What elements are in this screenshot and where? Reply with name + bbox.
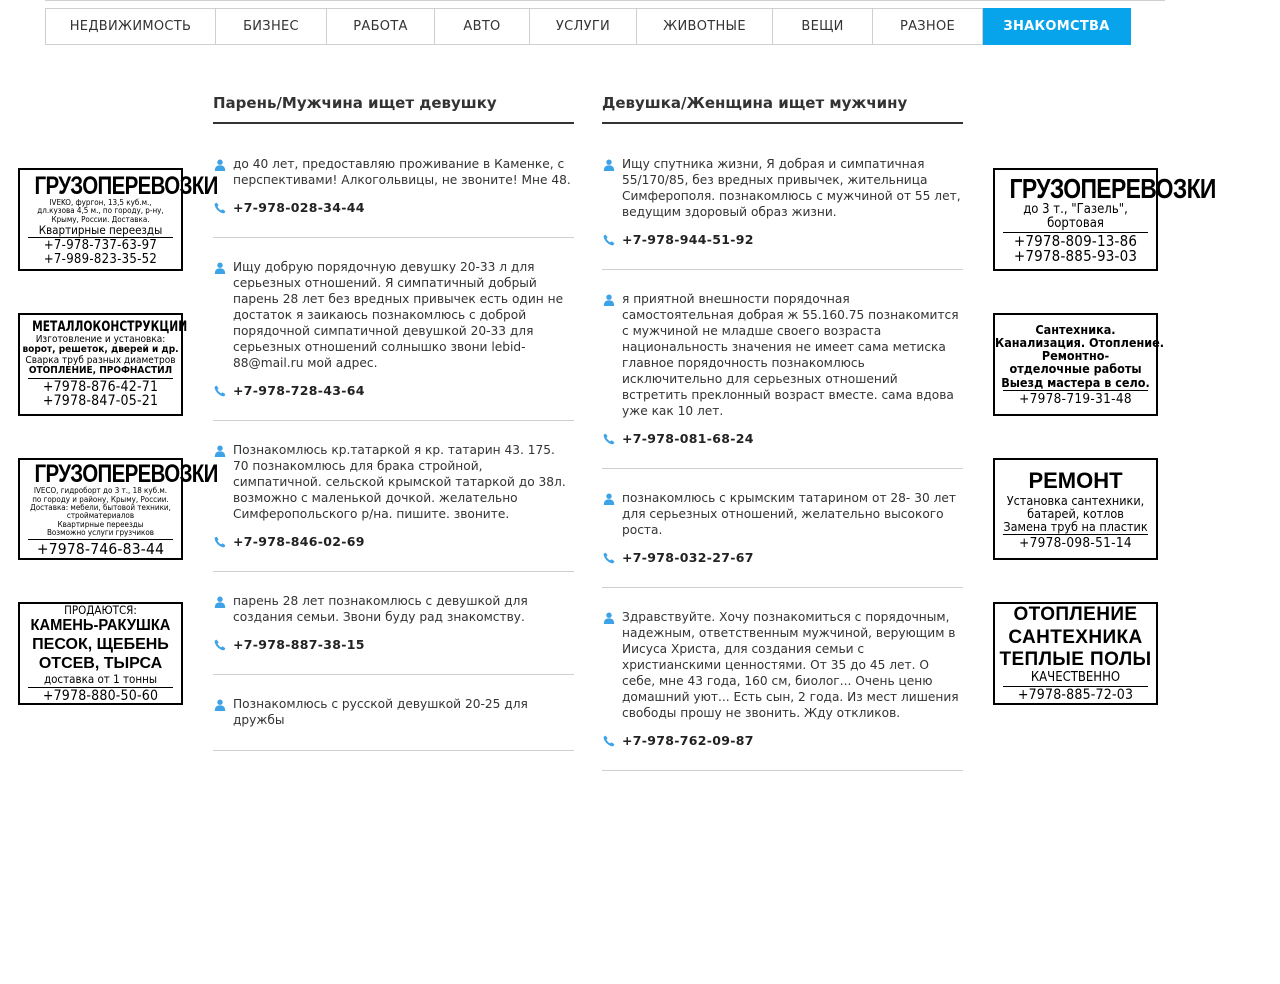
ad-phone: +7978-746-83-44 <box>36 539 165 558</box>
phone-icon <box>603 552 615 564</box>
column-title: Девушка/Женщина ищет мужчину <box>602 94 908 112</box>
listing-phone[interactable]: +7-978-887-38-15 <box>233 637 365 652</box>
person-icon <box>214 699 226 711</box>
ad-title: САНТЕХНИКА <box>1008 626 1143 648</box>
ad-text: IVECO, гидроборт до 3 т., 18 куб.м. <box>33 486 168 496</box>
tab-dating[interactable]: ЗНАКОМСТВА <box>983 8 1131 45</box>
ad-title: ПЕСОК, ЩЕБЕНЬ <box>32 636 169 654</box>
listing-phone[interactable]: +7-978-028-34-44 <box>233 200 365 215</box>
listing-item <box>213 156 574 238</box>
ad-text: КАЧЕСТВЕННО <box>1030 670 1121 686</box>
listing-item <box>602 490 963 588</box>
ad-text: Ремонтно- <box>1041 348 1110 364</box>
listing-phone[interactable]: +7-978-846-02-69 <box>233 534 365 549</box>
person-icon <box>603 159 615 171</box>
listing-item <box>602 156 963 270</box>
ad-title: ОТОПЛЕНИЕ <box>1013 604 1138 626</box>
ad-title: ОТСЕВ, ТЫРСА <box>38 655 163 673</box>
listing-text: я приятной внешности порядочная самостоятельная добрая ж 55.160.75 познакомится с мужчиной не младше своего возраста национальность значения не имеет сама метиска главное порядочность познакомлюсь исключительно для серьезных отношений встретить преклонный возраст вместе. сама вдова уже как 10 лет. <box>622 292 959 418</box>
listing-text: Здравствуйте. Хочу познакомиться с порядочным, надежным, ответственным мужчиной, верующим в Иисуса Христа, для создания семьи с христианскими ценностями. От 35 до 45 лет. О себе, мне 43 года, 160 см, биолог... Очень ценю домашний уют... Есть сын, 2 года. Из мест лишения свободы прошу не звонить. Жду откликов. <box>622 610 959 720</box>
ad-text: по городу и району, Крыму, России. <box>32 494 169 504</box>
right-ad-plumbing[interactable] <box>993 313 1164 416</box>
ad-text: Крыму, России. Доставка. <box>51 214 150 224</box>
listing-text: до 40 лет, предоставляю проживание в Каменке, с перспективами! Алкогольвицы, не звоните! Мне 48. <box>233 157 571 187</box>
listing-text: познакомлюсь с крымским татарином от 28- 30 лет для серьезных отношений, желательно высокого роста. <box>622 491 956 537</box>
ad-text: Сварка труб разных диаметров <box>25 354 176 366</box>
listing-phone[interactable]: +7-978-762-09-87 <box>622 733 754 748</box>
column-title: Парень/Мужчина ищет девушку <box>213 94 497 112</box>
tab-auto[interactable]: АВТО <box>435 8 530 45</box>
column-title-underline <box>602 122 963 124</box>
top-divider <box>45 0 1165 1</box>
tab-jobs[interactable]: РАБОТА <box>327 8 435 45</box>
listing-text: Познакомлюсь с русской девушкой 20-25 для дружбы <box>233 697 528 727</box>
person-icon <box>214 445 226 457</box>
person-icon <box>603 493 615 505</box>
person-icon <box>214 262 226 274</box>
left-ad-cargo-2[interactable] <box>18 458 218 560</box>
left-ad-stone[interactable] <box>18 602 183 705</box>
left-ad-metal[interactable] <box>18 313 188 416</box>
person-icon <box>214 159 226 171</box>
listing-item <box>602 609 963 771</box>
listing-text: парень 28 лет познакомлюсь с девушкой для создания семьи. Звони буду рад знакомству. <box>233 594 528 624</box>
phone-icon <box>603 234 615 246</box>
ad-text: Замена труб на пластик <box>1003 519 1148 535</box>
ad-text: Сантехника. <box>1035 322 1116 338</box>
listing-item <box>213 259 574 421</box>
column-men-seek-women <box>213 94 574 727</box>
phone-icon <box>214 385 226 397</box>
ad-text: доставка от 1 тонны <box>43 672 158 687</box>
listing-item <box>213 442 574 572</box>
person-icon <box>603 612 615 624</box>
tab-business[interactable]: БИЗНЕС <box>216 8 327 45</box>
ad-text: ПРОДАЮТСЯ: <box>64 602 137 617</box>
listing-item <box>602 291 963 469</box>
ad-title: КАМЕНЬ-РАКУШКА <box>30 616 171 634</box>
ad-text: ОТОПЛЕНИЕ, ПРОФНАСТИЛ <box>28 365 173 377</box>
ad-phone: +7-978-737-63-97 <box>43 238 158 254</box>
tab-misc[interactable]: РАЗНОЕ <box>873 8 983 45</box>
ad-title: ГРУЗОПЕРЕВОЗКИ <box>1009 172 1216 204</box>
ad-phone: +7978-876-42-71 <box>42 378 159 395</box>
ad-title: РЕМОНТ <box>1028 467 1123 493</box>
phone-icon <box>214 202 226 214</box>
ad-text: отделочные работы <box>1009 361 1142 377</box>
right-ad-repair[interactable] <box>993 458 1158 560</box>
ad-title: ГРУЗОПЕРЕВОЗКИ <box>34 171 218 200</box>
ad-phone: +7978-809-13-86 <box>1013 231 1138 250</box>
ad-phone: +7978-719-31-48 <box>1019 390 1132 407</box>
ad-text: Возможно услуги грузчиков <box>46 528 155 538</box>
ad-title: МЕТАЛЛОКОНСТРУКЦИИ <box>32 318 188 335</box>
listing-text: Познакомлюсь кр.татаркой я кр. татарин 43. 175. 70 познакомлюсь для брака стройной, симпатичной. сельской крымской татаркой до 38л. возможно с маленькой дочкой. желательно Симферопольского р/на. пишите. звоните. <box>233 443 566 521</box>
ad-text: Выезд мастера в село. <box>1001 374 1150 390</box>
listing-phone[interactable]: +7-978-728-43-64 <box>233 383 365 398</box>
ad-phone: +7978-098-51-14 <box>1019 535 1132 552</box>
person-icon <box>214 596 226 608</box>
ad-title: ТЕПЛЫЕ ПОЛЫ <box>999 649 1152 671</box>
ad-text: дл.кузова 4,5 м., по городу, р-ну, <box>37 206 164 216</box>
ad-text: батарей, котлов <box>1027 506 1124 522</box>
ad-phone: +7978-880-50-60 <box>42 687 159 704</box>
tab-things[interactable]: ВЕЩИ <box>773 8 873 45</box>
tab-animals[interactable]: ЖИВОТНЫЕ <box>637 8 773 45</box>
ad-text: IVEKO, фургон, 13,5 куб.м., <box>49 197 152 207</box>
ad-text: Изготовление и установка: <box>35 333 166 345</box>
ad-text: Доставка: мебели, бытовой техники, <box>30 503 171 513</box>
phone-icon <box>214 639 226 651</box>
ad-phone: +7978-847-05-21 <box>42 393 159 410</box>
listing-item <box>213 696 574 751</box>
right-ad-heating[interactable] <box>993 602 1158 705</box>
left-ad-cargo-1[interactable] <box>18 168 218 271</box>
ad-phone: +7-989-823-35-52 <box>43 251 158 267</box>
ad-text: Квартирные переезды <box>38 223 163 238</box>
column-title-underline <box>213 122 574 124</box>
ad-text: Установка сантехники, <box>1006 492 1145 508</box>
phone-icon <box>603 735 615 747</box>
ad-text: Канализация. Отопление. <box>995 335 1164 351</box>
phone-icon <box>603 433 615 445</box>
column-women-seek-men <box>602 94 963 748</box>
listing-item <box>213 593 574 675</box>
ad-text: стройматериалов <box>66 511 135 521</box>
ad-text: Квартирные переезды <box>57 519 144 529</box>
ad-text: ворот, решеток, дверей и др. <box>22 344 179 356</box>
listing-phone[interactable]: +7-978-944-51-92 <box>622 232 754 247</box>
phone-icon <box>214 536 226 548</box>
ad-phone: +7978-885-72-03 <box>1017 687 1134 704</box>
listing-text: Ищу спутника жизни, Я добрая и симпатичная 55/170/85, без вредных привычек, жительница Симферополя. познакомлюсь с мужчиной от 55 лет, ведущим здоровый образ жизни. <box>622 157 961 219</box>
right-ad-cargo[interactable] <box>993 168 1216 271</box>
listing-text: Ищу добрую порядочную девушку 20-33 л для серьезных отношений. Я симпатичный добрый парень 28 лет без вредных привычек есть один не достаток я заикаюсь познакомлюсь с доброй порядочной симпатичной девушкой 20-33 для серьезных отношений солнышко звони lebid-88@mail.ru мой адрес. <box>233 260 564 370</box>
listing-phone[interactable]: +7-978-081-68-24 <box>622 431 754 446</box>
person-icon <box>603 294 615 306</box>
tab-real-estate[interactable]: НЕДВИЖИМОСТЬ <box>45 8 216 45</box>
tab-services[interactable]: УСЛУГИ <box>530 8 637 45</box>
ad-text: до 3 т., "Газель", бортовая <box>1023 202 1128 231</box>
category-nav <box>45 8 1131 45</box>
ad-title: ГРУЗОПЕРЕВОЗКИ <box>34 460 218 489</box>
listing-phone[interactable]: +7-978-032-27-67 <box>622 550 754 565</box>
ad-phone: +7978-885-93-03 <box>1013 247 1138 266</box>
